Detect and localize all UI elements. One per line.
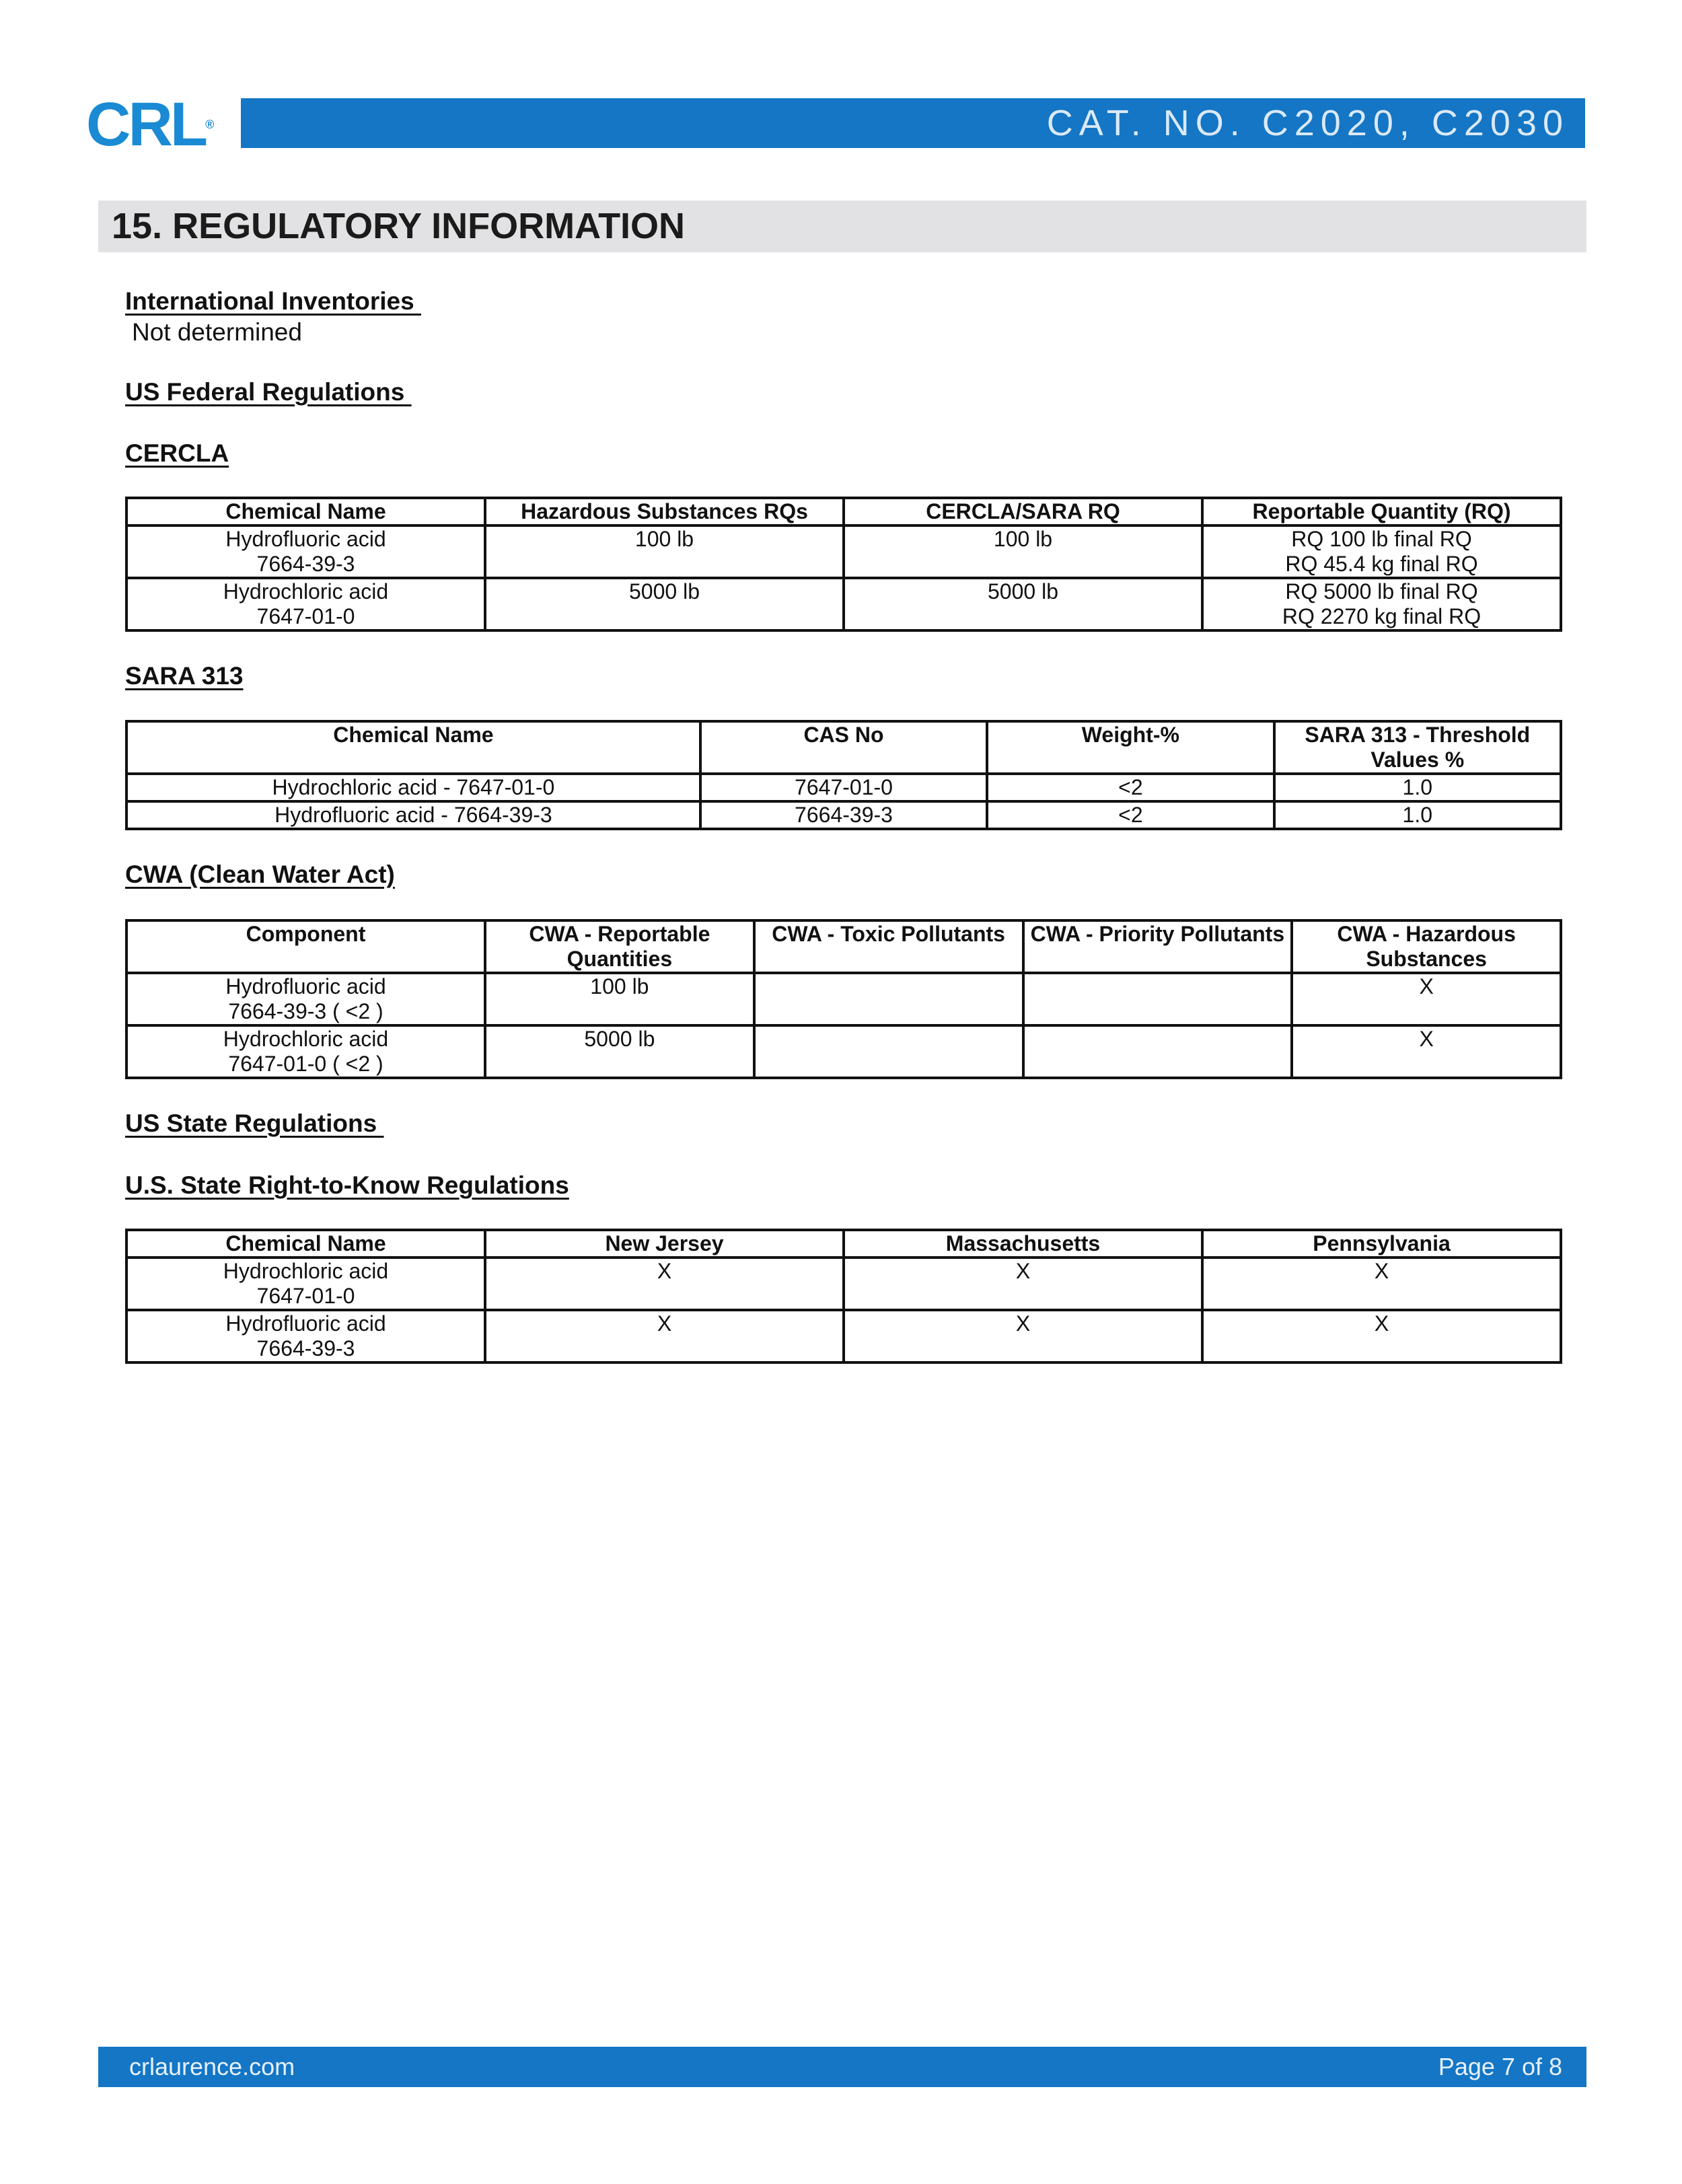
massachusetts-cell: X (844, 1258, 1202, 1310)
catalog-header-bar (241, 98, 1585, 148)
table-row (126, 1025, 1561, 1078)
table-header-row (126, 1230, 1561, 1258)
rq-line: RQ 5000 lb final RQ (1285, 579, 1478, 604)
chemical-name: Hydrochloric acid (223, 579, 389, 604)
chemical-cell (126, 1258, 485, 1310)
cwa-table (125, 919, 1562, 1079)
threshold-value: 1.0 (1274, 774, 1561, 801)
table-row (126, 774, 1561, 801)
page-number: Page 7 of 8 (1438, 2053, 1562, 2080)
header-cell: Hazardous Substances RQs (485, 498, 844, 525)
right-to-know-heading: U.S. State Right-to-Know Regulations (125, 1171, 569, 1199)
new-jersey-cell: X (485, 1310, 844, 1362)
table-header-row (126, 498, 1561, 525)
section-title: 15. REGULATORY INFORMATION (98, 201, 1586, 252)
sara313-table (125, 720, 1562, 830)
website-link[interactable]: crlaurence.com (129, 2053, 295, 2080)
component-cell (126, 973, 485, 1025)
header-cell: Weight-% (987, 721, 1274, 774)
cas-number: 7647-01-0 (256, 1284, 355, 1308)
threshold-value: 1.0 (1274, 801, 1561, 829)
international-inventories-text: Not determined (132, 318, 302, 346)
chemical-name: Hydrochloric acid (223, 1027, 389, 1051)
massachusetts-cell: X (844, 1310, 1202, 1362)
header-cell: CWA - Hazardous Substances (1292, 920, 1561, 973)
registered-mark: ® (205, 118, 215, 131)
table-row (126, 973, 1561, 1025)
chemical-cell (126, 1310, 485, 1362)
reportable-quantity-cell: 100 lb (485, 973, 754, 1025)
international-inventories-heading: International Inventories (125, 287, 421, 315)
header-cell: Chemical Name (126, 498, 485, 525)
table-row (126, 1258, 1561, 1310)
cas-number: 7664-39-3 ( <2 ) (228, 999, 383, 1023)
header-cell: Massachusetts (844, 1230, 1202, 1258)
header-cell: New Jersey (485, 1230, 844, 1258)
table-header-row (126, 920, 1561, 973)
header-cell: CAS No (700, 721, 987, 774)
hazardous-rq-cell: 5000 lb (485, 578, 844, 630)
pennsylvania-cell: X (1202, 1310, 1561, 1362)
crl-logo (86, 90, 221, 159)
header-cell: Pennsylvania (1202, 1230, 1561, 1258)
cas-number: 7647-01-0 (256, 604, 355, 628)
right-to-know-table (125, 1229, 1562, 1364)
rq-line: RQ 100 lb final RQ (1291, 527, 1472, 551)
header-cell: Component (126, 920, 485, 973)
reportable-quantity-cell (1202, 578, 1561, 630)
rq-line: RQ 2270 kg final RQ (1282, 604, 1482, 628)
header-cell: Chemical Name (126, 1230, 485, 1258)
cas-number: 7664-39-3 (700, 801, 987, 829)
pennsylvania-cell: X (1202, 1258, 1561, 1310)
cas-number: 7647-01-0 ( <2 ) (228, 1052, 383, 1076)
header-cell: CERCLA/SARA RQ (844, 498, 1202, 525)
hazardous-substances-cell: X (1292, 1025, 1561, 1078)
header-cell: Reportable Quantity (RQ) (1202, 498, 1561, 525)
header-cell: Chemical Name (126, 721, 700, 774)
cas-number: 7664-39-3 (256, 552, 355, 576)
table-header-row (126, 721, 1561, 774)
cas-number: 7664-39-3 (256, 1336, 355, 1360)
header-cell: CWA - Reportable Quantities (485, 920, 754, 973)
hazardous-rq-cell: 100 lb (485, 525, 844, 578)
catalog-number: CAT. NO. C2020, C2030 (1046, 103, 1569, 143)
sara-rq-cell: 5000 lb (844, 578, 1202, 630)
reportable-quantity-cell (1202, 525, 1561, 578)
table-row (126, 525, 1561, 578)
table-row (126, 801, 1561, 829)
us-state-heading: US State Regulations (125, 1109, 384, 1137)
table-row (126, 578, 1561, 630)
toxic-pollutants-cell (754, 973, 1023, 1025)
chemical-name: Hydrofluoric acid - 7664-39-3 (126, 801, 700, 829)
weight-percent: <2 (987, 774, 1274, 801)
chemical-name: Hydrofluoric acid (225, 1311, 386, 1336)
header-cell: CWA - Toxic Pollutants (754, 920, 1023, 973)
chemical-cell (126, 525, 485, 578)
header-cell: CWA - Priority Pollutants (1023, 920, 1292, 973)
chemical-name: Hydrochloric acid (223, 1259, 389, 1283)
reportable-quantity-cell: 5000 lb (485, 1025, 754, 1078)
chemical-cell (126, 578, 485, 630)
weight-percent: <2 (987, 801, 1274, 829)
chemical-name: Hydrofluoric acid (225, 527, 386, 551)
header-cell: SARA 313 - Threshold Values % (1274, 721, 1561, 774)
component-cell (126, 1025, 485, 1078)
priority-pollutants-cell (1023, 973, 1292, 1025)
rq-line: RQ 45.4 kg final RQ (1285, 552, 1478, 576)
sara-rq-cell: 100 lb (844, 525, 1202, 578)
sara313-heading: SARA 313 (125, 662, 244, 690)
hazardous-substances-cell: X (1292, 973, 1561, 1025)
cercla-heading: CERCLA (125, 439, 229, 467)
chemical-name: Hydrofluoric acid (225, 974, 386, 998)
priority-pollutants-cell (1023, 1025, 1292, 1078)
cercla-table (125, 497, 1562, 632)
footer-bar (98, 2047, 1586, 2087)
toxic-pollutants-cell (754, 1025, 1023, 1078)
cwa-heading: CWA (Clean Water Act) (125, 861, 395, 888)
logo-text: CRL (86, 90, 206, 159)
table-row (126, 1310, 1561, 1362)
chemical-name: Hydrochloric acid - 7647-01-0 (126, 774, 700, 801)
cas-number: 7647-01-0 (700, 774, 987, 801)
us-federal-heading: US Federal Regulations (125, 378, 412, 406)
new-jersey-cell: X (485, 1258, 844, 1310)
